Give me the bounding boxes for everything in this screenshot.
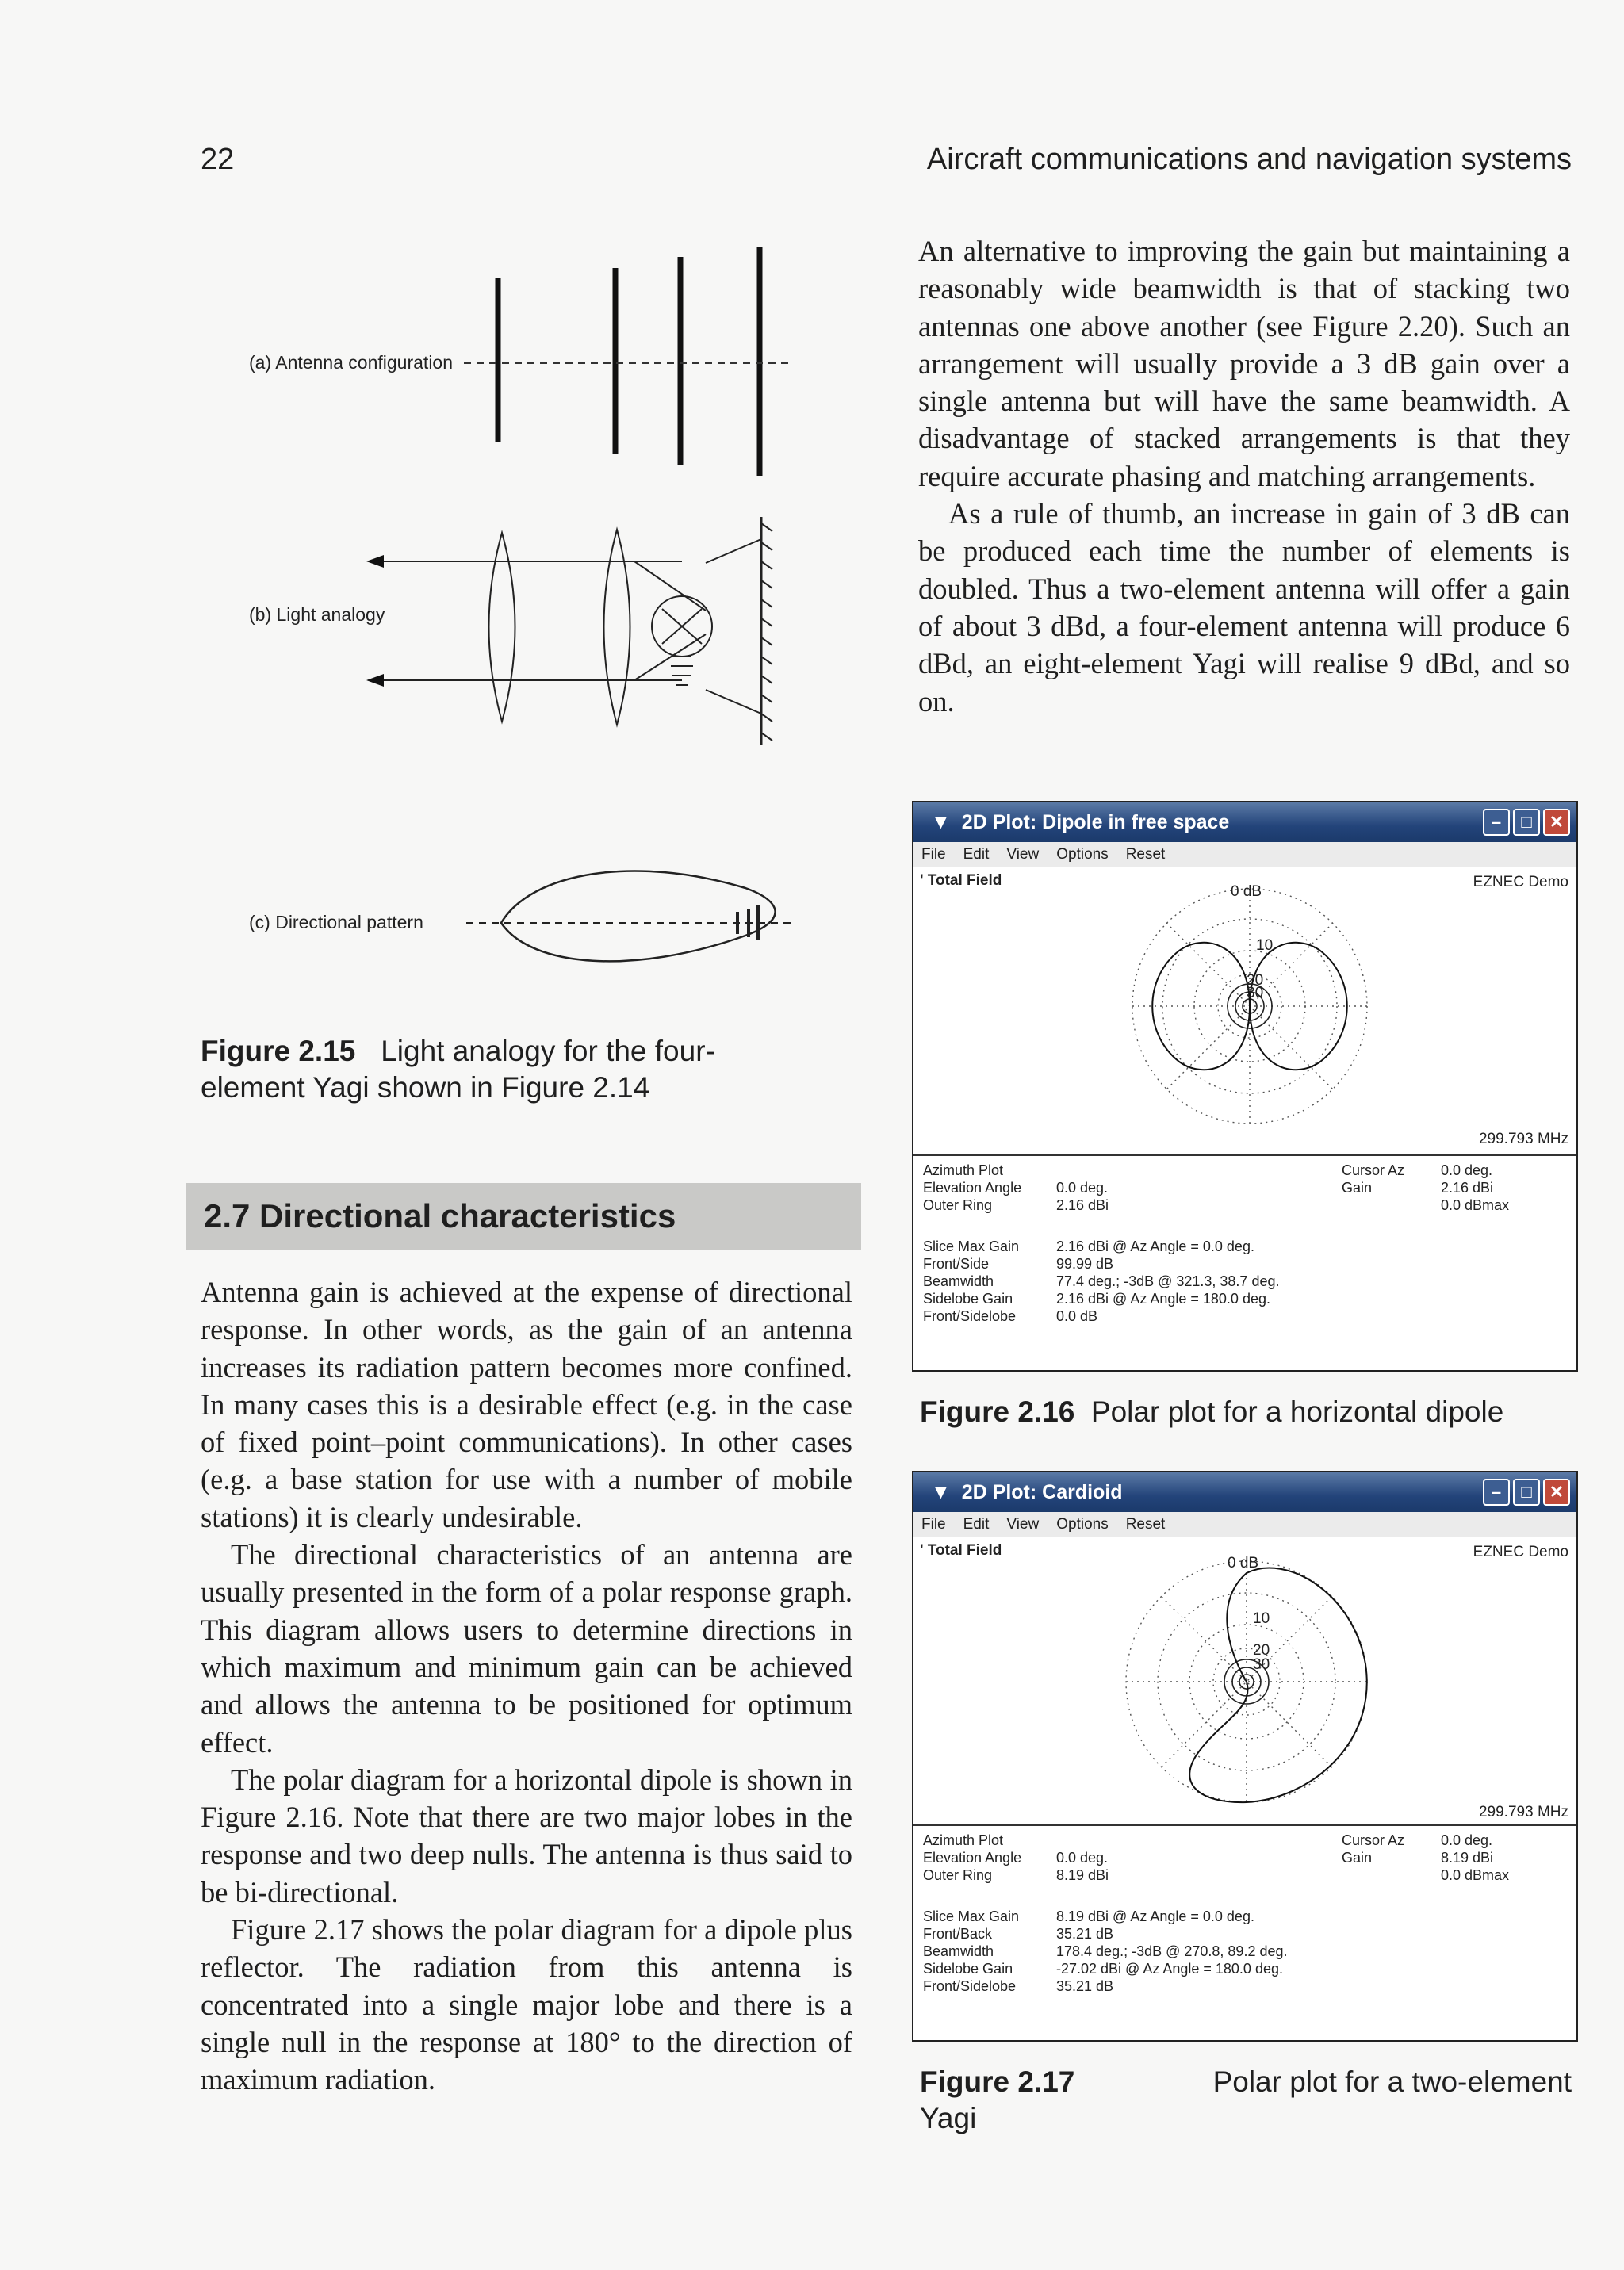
caption-text-line1: Polar plot for a two-element bbox=[1212, 2065, 1572, 2098]
info-label: Elevation Angle bbox=[923, 1180, 1022, 1196]
info-value: 178.4 deg.; -3dB @ 270.8, 89.2 deg. bbox=[1056, 1943, 1288, 1959]
info-label: Slice Max Gain bbox=[923, 1908, 1020, 1924]
page-number: 22 bbox=[201, 143, 235, 176]
close-button[interactable]: ✕ bbox=[1543, 1479, 1570, 1506]
info-label: Elevation Angle bbox=[923, 1850, 1022, 1866]
info-value: 77.4 deg.; -3dB @ 321.3, 38.7 deg. bbox=[1056, 1273, 1280, 1289]
info-value: 8.19 dBi @ Az Angle = 0.0 deg. bbox=[1056, 1908, 1254, 1924]
info-label: Slice Max Gain bbox=[923, 1238, 1020, 1254]
menu-bar bbox=[914, 842, 1576, 868]
section-heading: 2.7 Directional characteristics bbox=[186, 1183, 861, 1250]
ring-label-20: 20 bbox=[1253, 1642, 1270, 1659]
info-label: Azimuth Plot bbox=[923, 1832, 1004, 1848]
frequency-label: 299.793 MHz bbox=[1478, 1804, 1568, 1820]
polar-plot-dipole bbox=[914, 867, 1576, 1154]
window-title: 2D Plot: Cardioid bbox=[961, 1480, 1123, 1503]
info-value: 35.21 dB bbox=[1056, 1978, 1114, 1994]
info-label: Cursor Az bbox=[1342, 1162, 1405, 1178]
menu-options[interactable]: Options bbox=[1056, 1516, 1109, 1533]
info-label: Cursor Az bbox=[1342, 1832, 1405, 1848]
ring-label-10: 10 bbox=[1253, 1610, 1270, 1627]
info-value: 0.0 deg. bbox=[1441, 1162, 1493, 1178]
paragraph: Figure 2.17 shows the polar diagram for a dipole plus reflector. The radiation from this antenna is concentrated into a single major lobe and there is a single null in the response at 180° to the direction of maximum radiation. bbox=[201, 1913, 852, 2096]
frequency-label: 299.793 MHz bbox=[1478, 1131, 1568, 1147]
maximize-button[interactable]: □ bbox=[1513, 1479, 1540, 1506]
antenna-elements bbox=[498, 247, 760, 476]
label-directional-pattern: (c) Directional pattern bbox=[249, 912, 423, 932]
menu-reset[interactable]: Reset bbox=[1125, 846, 1166, 863]
caption-text-line2: element Yagi shown in Figure 2.14 bbox=[201, 1071, 650, 1104]
caption-text-line2: Yagi bbox=[920, 2102, 977, 2134]
info-label: Sidelobe Gain bbox=[923, 1291, 1013, 1307]
ring-label-30: 30 bbox=[1247, 985, 1264, 1001]
paragraph: The directional characteristics of an antenna are usually presented in the form of a polar response graph. This diagram allows users to determine directions in which maximum and minimum gain can be achieved and allows the antenna to be positioned for optimum effect. bbox=[201, 1538, 852, 1759]
polar-plot-area bbox=[914, 867, 1576, 1156]
info-value: 2.16 dBi @ Az Angle = 180.0 deg. bbox=[1056, 1291, 1270, 1307]
paragraph: Antenna gain is achieved at the expense of directional response. In other words, as the gain of an antenna increases its radiation pattern becomes more confined. In many cases this is a desirable effect (e.g. in the case of fixed point–point communications). In other cases (e.g. a base station for use with a number of mobile stations) it is clearly undesirable. bbox=[201, 1276, 852, 1533]
info-label: Outer Ring bbox=[923, 1197, 993, 1213]
close-button[interactable]: ✕ bbox=[1543, 809, 1570, 836]
info-value: 8.19 dBi bbox=[1441, 1850, 1494, 1866]
menu-file[interactable]: File bbox=[921, 846, 946, 863]
info-label: Beamwidth bbox=[923, 1943, 994, 1959]
menu-reset[interactable]: Reset bbox=[1125, 1516, 1166, 1533]
window-title-bar bbox=[914, 802, 1576, 842]
info-value: 99.99 dB bbox=[1056, 1256, 1114, 1272]
plot-info-panel bbox=[914, 1826, 1576, 2040]
menu-options[interactable]: Options bbox=[1056, 846, 1109, 863]
paragraph: The polar diagram for a horizontal dipole is shown in Figure 2.16. Note that there are two major lobes in the response and two deep nulls. The antenna is thus said to be bi-directional. bbox=[201, 1763, 852, 1908]
caption-text-line1: Light analogy for the four- bbox=[381, 1035, 715, 1067]
window-title: 2D Plot: Dipole in free space bbox=[961, 810, 1230, 833]
ring-label-10: 10 bbox=[1256, 937, 1274, 954]
label-antenna-configuration: (a) Antenna configuration bbox=[249, 352, 454, 373]
polar-plot-area bbox=[914, 1537, 1576, 1826]
info-value: -27.02 dBi @ Az Angle = 180.0 deg. bbox=[1056, 1961, 1283, 1977]
info-label: Front/Sidelobe bbox=[923, 1978, 1017, 1994]
plot-label: ' Total Field bbox=[920, 872, 1002, 889]
brand-label: EZNEC Demo bbox=[1473, 1544, 1568, 1560]
figure-2-15-caption bbox=[201, 1033, 859, 1106]
info-label: Azimuth Plot bbox=[923, 1162, 1004, 1178]
info-value: 0.0 dBmax bbox=[1441, 1867, 1510, 1883]
figure-2-17-caption bbox=[920, 2064, 1572, 2137]
right-column-text bbox=[918, 232, 1570, 720]
info-label: Front/Side bbox=[923, 1256, 990, 1272]
info-value: 0.0 dB bbox=[1056, 1308, 1098, 1324]
left-column-text bbox=[201, 1273, 852, 2099]
minimize-button[interactable]: – bbox=[1483, 1479, 1510, 1506]
menu-view[interactable]: View bbox=[1006, 846, 1040, 863]
minimize-button[interactable]: – bbox=[1483, 809, 1510, 836]
info-label: Beamwidth bbox=[923, 1273, 994, 1289]
label-light-analogy: (b) Light analogy bbox=[249, 604, 385, 625]
directional-pattern bbox=[466, 871, 793, 961]
polar-plot-cardioid bbox=[914, 1537, 1576, 1824]
info-label: Sidelobe Gain bbox=[923, 1961, 1013, 1977]
info-value: 0.0 deg. bbox=[1056, 1850, 1109, 1866]
running-title: Aircraft communications and navigation systems bbox=[926, 143, 1572, 176]
ring-label-0: 0 dB bbox=[1228, 1555, 1259, 1571]
caption-number: Figure 2.16 bbox=[920, 1395, 1075, 1428]
figure-2-16-caption bbox=[920, 1394, 1578, 1430]
info-value: 0.0 dBmax bbox=[1441, 1197, 1510, 1213]
info-value: 35.21 dB bbox=[1056, 1926, 1114, 1942]
menu-bar bbox=[914, 1512, 1576, 1538]
info-label: Gain bbox=[1342, 1850, 1373, 1866]
info-label: Gain bbox=[1342, 1180, 1373, 1196]
info-value: 2.16 dBi bbox=[1441, 1180, 1494, 1196]
caption-text: Polar plot for a horizontal dipole bbox=[1090, 1395, 1504, 1428]
info-label: Front/Sidelobe bbox=[923, 1308, 1017, 1324]
info-label: Outer Ring bbox=[923, 1867, 993, 1883]
info-label: Front/Back bbox=[923, 1926, 993, 1942]
info-value: 2.16 dBi @ Az Angle = 0.0 deg. bbox=[1056, 1238, 1254, 1254]
brand-label: EZNEC Demo bbox=[1473, 874, 1568, 890]
paragraph: As a rule of thumb, an increase in gain of 3 dB can be produced each time the number of elements is doubled. Thus a two-element antenna will offer a gain of about 3 dBd, a four-element antenna will produce 6 dBd, an eight-element Yagi will realise 9 dBd, and so on. bbox=[918, 497, 1570, 718]
caption-number: Figure 2.17 bbox=[920, 2065, 1075, 2098]
maximize-button[interactable]: □ bbox=[1513, 809, 1540, 836]
info-value: 0.0 deg. bbox=[1441, 1832, 1493, 1848]
menu-file[interactable]: File bbox=[921, 1516, 946, 1533]
plot-info-panel bbox=[914, 1156, 1576, 1370]
info-value: 0.0 deg. bbox=[1056, 1180, 1109, 1196]
eznec-window-cardioid bbox=[912, 1471, 1578, 2042]
ring-label-0: 0 dB bbox=[1231, 883, 1262, 900]
paragraph: An alternative to improving the gain but maintaining a reasonably wide beamwidth is that of stacking two antennas one above another (see Figure 2.20). Such an arrangement will usually provide a 3 dB gain over a single antenna but will have the same beamwidth. A disadvantage of stacked arrangements is that they require accurate phasing and matching arrangements. bbox=[918, 235, 1570, 492]
plot-label: ' Total Field bbox=[920, 1542, 1002, 1559]
light-analogy bbox=[373, 517, 772, 745]
window-title-bar bbox=[914, 1472, 1576, 1512]
info-value: 8.19 dBi bbox=[1056, 1867, 1109, 1883]
eznec-window-dipole bbox=[912, 801, 1578, 1372]
menu-edit[interactable]: Edit bbox=[963, 846, 990, 863]
window-menu-icon[interactable]: ▼ bbox=[931, 810, 951, 833]
info-value: 2.16 dBi bbox=[1056, 1197, 1109, 1213]
ring-label-20: 20 bbox=[1247, 972, 1264, 989]
menu-view[interactable]: View bbox=[1006, 1516, 1040, 1533]
window-menu-icon[interactable]: ▼ bbox=[931, 1480, 951, 1503]
caption-number: Figure 2.15 bbox=[201, 1035, 356, 1067]
menu-edit[interactable]: Edit bbox=[963, 1516, 990, 1533]
ring-label-30: 30 bbox=[1253, 1656, 1270, 1673]
